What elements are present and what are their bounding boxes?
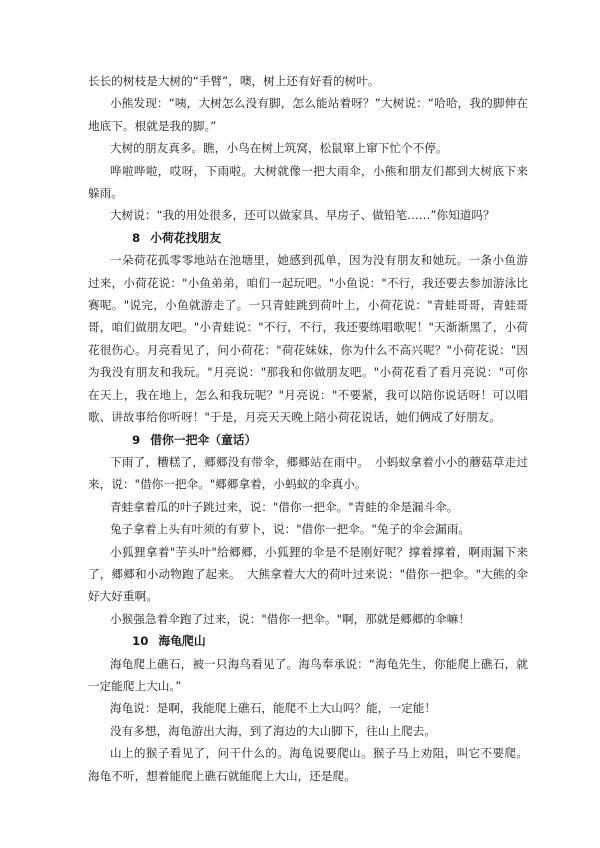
umbrella-paragraph-1: 下雨了，糟糕了，郷郷没有带伞，郷郷站在雨中。 小蚂蚁拿着小小的蘑菇草走过来，说："借你一把伞。"郷郷拿着，小蚂蚁的伞真小。 xyxy=(88,454,528,492)
turtle-heading-number: 10 xyxy=(132,634,149,649)
umbrella-paragraph-2: 青蛙拿着瓜的叶子跳过来，说："借你一把伞。"青蛙的伞是漏斗伞。 xyxy=(110,499,459,514)
umbrella-heading-title: 借你一把伞（童话） xyxy=(150,432,257,447)
lotus-heading-title: 小荷花找朋友 xyxy=(150,230,222,245)
turtle-heading xyxy=(88,630,528,652)
turtle-paragraph-4: 山上的猴子看见了，问干什么的。海龟说要爬山。猴子马上劝阻，叫它不要爬。海龟不听，想着能爬上礁石就能爬上大山，还是爬。 xyxy=(88,746,528,783)
turtle-paragraph-2: 海龟说：是啊，我能爬上礁石，能爬不上大山吗？能，一定能！ xyxy=(110,701,437,716)
umbrella-heading xyxy=(88,429,528,451)
tree-paragraph-2: 小熊发现：“咦，大树怎么没有脚，怎么能站着呀？”大树说：“哈哈，我的脚伸在地底下。根就是我的脚。” xyxy=(88,96,528,133)
document-page xyxy=(88,70,528,787)
umbrella-paragraph-5: 小猴强急着伞跑了过来，说："借你一把伞。"啊，那就是郷郷的伞嘛！ xyxy=(110,611,471,626)
umbrella-paragraph-3: 兔子拿着上头有叶须的有萝卜，说："借你一把伞。"兔子的伞会漏雨。 xyxy=(110,522,471,537)
tree-paragraph-5: 大树说：“我的用处很多，还可以做家具、早房子、做铅笔……”你知道吗？ xyxy=(110,208,495,223)
umbrella-heading-number: 9 xyxy=(132,432,141,447)
turtle-paragraph-1: 海龟爬上礁石，被一只海鸟看见了。海鸟奉承说：“海龟先生，你能爬上礁石，就一定能爬上大山。” xyxy=(88,656,528,693)
tree-paragraph-1: 长长的树枝是大树的“手臂”，噢，树上还有好看的树叶。 xyxy=(88,74,380,88)
lotus-heading xyxy=(88,227,528,249)
turtle-paragraph-3: 没有多想，海龟游出大海，到了海边的大山脚下，往山上爬去。 xyxy=(110,723,437,738)
umbrella-paragraph-4: 小狐狸拿着"芋头叶"给郷郷，小狐狸的伞是不是刚好呢？撑着撑着，啊雨漏下来了，郷郷和小动物跑了起来。 大熊拿着大大的荷叶过来说："借你一把伞。"大熊的伞好大好重啊。 xyxy=(88,544,528,604)
tree-paragraph-3: 大树的朋友真多。瞧，小鸟在树上筑窝，松鼠窜上窜下忙个不停。 xyxy=(110,141,448,156)
tree-paragraph-4: 哗啦哗啦，哎呀，下雨啦。大树就像一把大雨伞，小熊和朋友们都到大树底下来躲雨。 xyxy=(88,163,528,201)
lotus-paragraph-1: 一朵荷花孤零零地站在池塘里，她感到孤单，因为没有朋友和她玩。一条小鱼游过来，小荷花说："小鱼弟弟，咱们一起玩吧。"小鱼说："不行，我还要去参加游泳比赛呢。"说完，小鱼就游走了。一只青蛙跳到荷叶上，小荷花说："青蛙哥哥，青蛙哥哥，咱们做朋友吧。"小青蛙说："不行，不行，我还要练唱歌呢！"天渐渐黑了，小荷花很伤心。月亮看见了，问小荷花："荷花妹妹，你为什么不高兴呢？"小荷花说："因为我没有朋友和我玩。"月亮说："那我和你做朋友吧。"小荷花看了看月亮说："可你在天上，我在地上，怎么和我玩呢？"月亮说："不要紧，我可以陪你说话呀！可以唱歌、讲故事给你听呀！"于是，月亮天天晚上陪小荷花说话，她们俩成了好朋友。 xyxy=(88,253,528,425)
lotus-heading-number: 8 xyxy=(132,230,141,245)
turtle-heading-title: 海龟爬山 xyxy=(158,634,206,649)
